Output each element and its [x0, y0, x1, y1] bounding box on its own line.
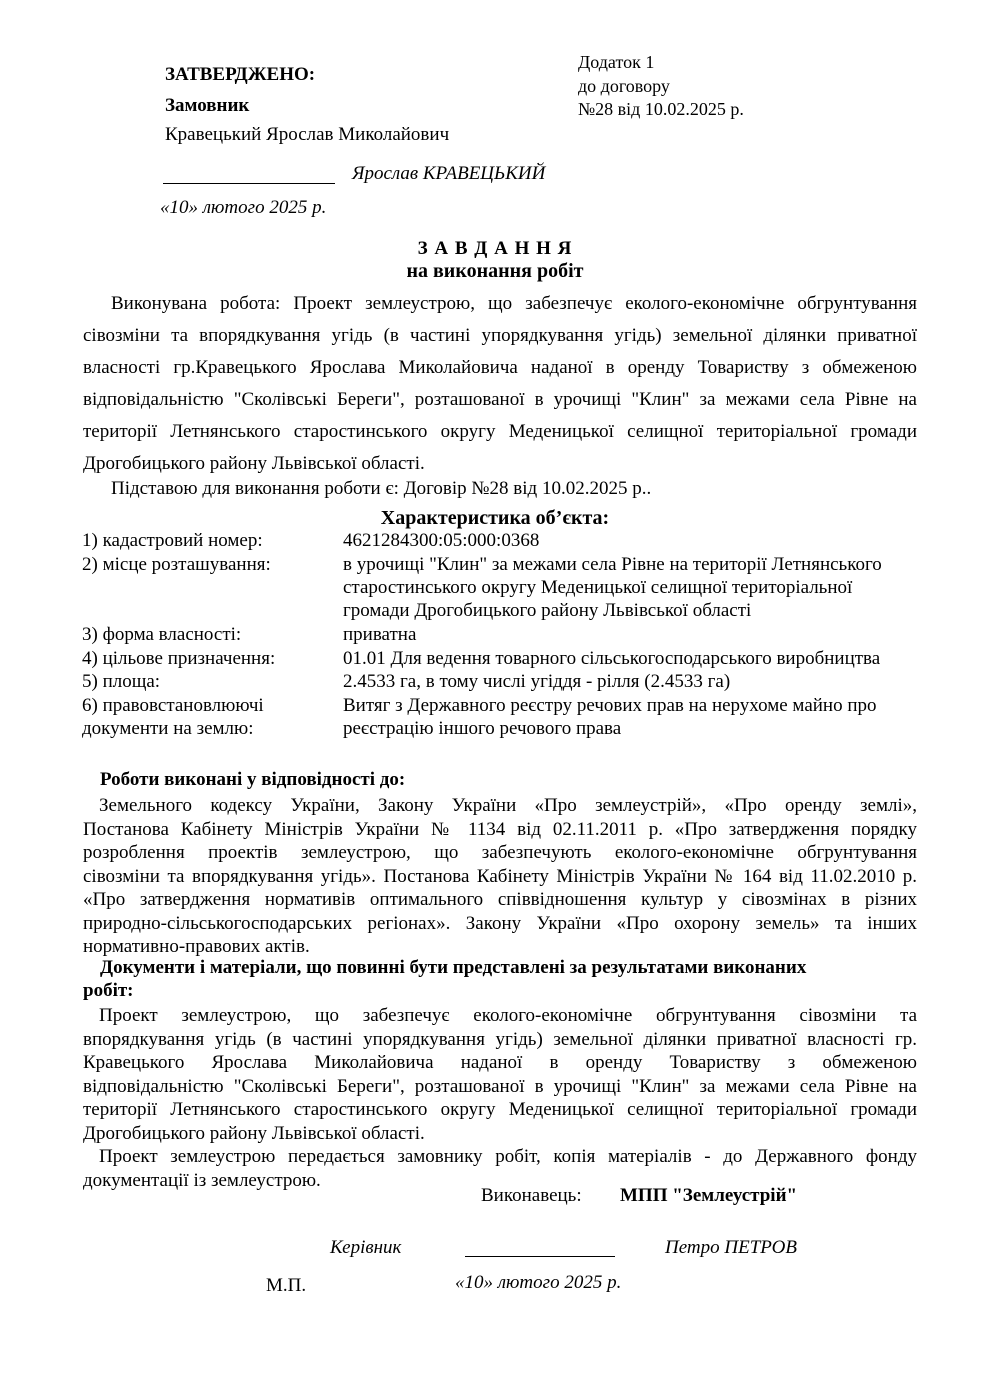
work-line: сівозміни та впорядкування угідь (в частині упорядкування угідь) земельної ділянки приватної	[83, 325, 917, 346]
compliance-line: «Про затвердження нормативів оптимального співвідношення культур у сівозмінах в різних	[83, 889, 917, 910]
approval-signature-line	[163, 183, 335, 184]
documents-line: відповідальністю "Сколівські Береги", розташованої в урочищі "Клин" за межами села Рівне на	[83, 1075, 917, 1097]
char-value: громади Дрогобицького району Львівської області	[343, 600, 752, 621]
compliance-heading: Роботи виконані у відповідності до:	[100, 769, 406, 790]
char-value: приватна	[343, 624, 417, 645]
annex-line-2: до договору	[578, 76, 670, 96]
compliance-line: розроблення проектів землеустрою, що забезпечують еколого-економічне обгрунтування	[83, 842, 917, 863]
char-label: 1) кадастровий номер:	[82, 530, 263, 551]
work-line: території Летнянського старостинського округу Меденицької селищної територіальної громади	[83, 421, 917, 442]
char-label: 5) площа:	[82, 671, 161, 692]
transfer-line: Проект землеустрою передається замовнику робіт, копія матеріалів - до Державного фонду	[99, 1146, 917, 1167]
executor-label: Виконавець:	[481, 1185, 582, 1206]
compliance-line: нормативно-правових актів.	[83, 936, 310, 957]
documents-line: Дрогобицького району Львівської області.	[83, 1122, 425, 1144]
work-basis: Підставою для виконання роботи є: Договір №28 від 10.02.2025 р..	[111, 478, 652, 499]
documents-line: впорядкування угідь (в частині упорядкування угідь) земельної ділянки приватної власності гр.	[83, 1028, 917, 1050]
annex-line-3: №28 від 10.02.2025 р.	[578, 99, 744, 119]
char-value: в урочищі "Клин" за межами села Рівне на території Летнянського	[343, 554, 882, 575]
stamp-place: М.П.	[266, 1275, 307, 1296]
char-label: 4) цільове призначення:	[82, 648, 276, 669]
work-line: Виконувана робота: Проект землеустрою, що забезпечує еколого-економічне обгрунтування	[111, 293, 917, 314]
char-value: 01.01 Для ведення товарного сільськогосподарського виробництва	[343, 648, 881, 669]
executor-company: МПП "Землеустрій"	[620, 1185, 798, 1206]
document-title: З А В Д А Н Н Я	[417, 238, 573, 259]
annex-line-1: Додаток 1	[578, 52, 655, 72]
approval-heading: ЗАТВЕРДЖЕНО:	[165, 64, 316, 85]
documents-heading-cont: робіт:	[83, 980, 134, 1001]
executor-date: «10» лютого 2025 р.	[455, 1272, 622, 1293]
transfer-line: документації із землеустрою.	[83, 1169, 321, 1191]
char-value: старостинського округу Меденицької селищної територіальної	[343, 577, 853, 598]
char-label: 2) місце розташування:	[82, 554, 271, 575]
char-value: реєстрацію іншого речового права	[343, 718, 622, 739]
work-line: відповідальністю "Сколівські Береги", розташованої в урочищі "Клин" за межами села Рівне на	[83, 389, 917, 410]
approval-customer-name: Кравецький Ярослав Миколайович	[165, 124, 450, 145]
documents-text	[83, 1004, 917, 1145]
compliance-text	[83, 794, 917, 959]
executor-role: Керівник	[330, 1237, 402, 1258]
work-line: власності гр.Кравецького Ярослава Миколайовича наданої в оренду Товариству з обмеженою	[83, 357, 917, 378]
documents-line: території Летнянського старостинського округу Меденицької селищної територіальної громади	[83, 1099, 917, 1120]
char-label: 3) форма власності:	[82, 624, 242, 645]
approval-role: Замовник	[165, 95, 250, 116]
work-description	[83, 288, 917, 480]
compliance-line: Постанова Кабінету Міністрів України № 1134 від 02.11.2011 р. «Про затвердження порядку	[83, 818, 917, 840]
executor-name: Петро ПЕТРОВ	[665, 1237, 797, 1258]
compliance-line: Земельного кодексу України, Закону України «Про землеустрій», «Про оренду землі»,	[99, 795, 917, 816]
compliance-line: сівозміни та впорядкування угідь». Постанова Кабінету Міністрів України № 164 від 11.02.2010 р.	[83, 865, 917, 887]
documents-line: Проект землеустрою, що забезпечує еколого-економічне обгрунтування сівозміни та	[99, 1005, 917, 1026]
char-value: 2.4533 га, в тому числі угіддя - рілля (2.4533 га)	[343, 671, 731, 692]
approval-date: «10» лютого 2025 р.	[160, 197, 327, 218]
char-value: Витяг з Державного реєстру речових прав на нерухоме майно про	[343, 695, 877, 716]
char-label: документи на землю:	[82, 718, 254, 739]
compliance-line: природно-сільськогосподарських регіонах». Закону України «Про охорону земель» та інших	[83, 912, 917, 934]
documents-heading: Документи і матеріали, що повинні бути представлені за результатами виконаних	[100, 957, 807, 978]
document-subtitle: на виконання робіт	[406, 260, 584, 282]
char-label: 6) правовстановлюючі	[82, 695, 264, 716]
approval-signature-name: Ярослав КРАВЕЦЬКИЙ	[352, 163, 546, 184]
work-line: Дрогобицького району Львівської області.	[83, 453, 425, 474]
documents-line: Кравецького Ярослава Миколайовича наданої в оренду Товариству з обмеженою	[83, 1052, 917, 1073]
executor-signature-line	[465, 1256, 615, 1257]
characteristics-heading: Характеристика об’єкта:	[380, 507, 610, 529]
char-value: 4621284300:05:000:0368	[343, 530, 540, 551]
